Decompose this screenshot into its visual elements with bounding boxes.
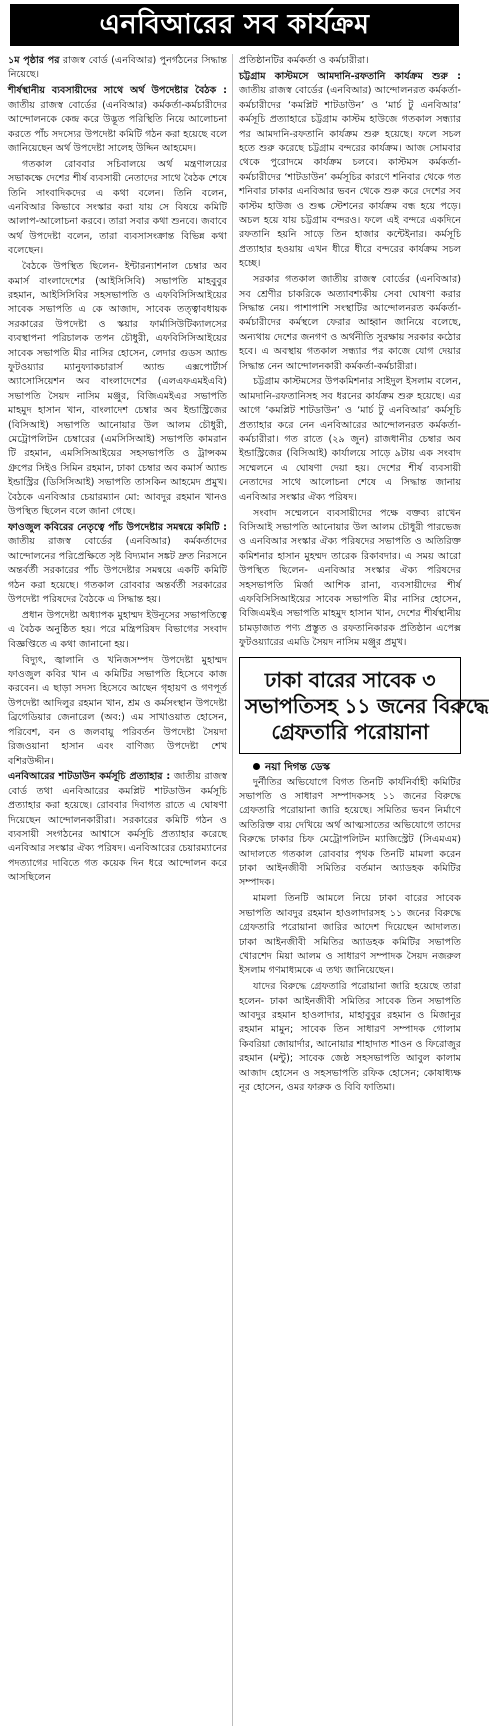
section-paragraph xyxy=(8,521,227,607)
subheading: এনবিআরের শাটডাউন কর্মসূচি প্রত্যাহার : xyxy=(8,771,171,783)
paragraph: প্রধান উপদেষ্টা অধ্যাপক মুহাম্মদ ইউনূসের সভাপতিত্বে এ বৈঠক অনুষ্ঠিত হয়। পরে মন্ত্রিপরিষদ বিভাগের সংবাদ বিজ্ঞপ্তিতে এ কথা জানানো হয়। xyxy=(8,609,227,650)
column-divider xyxy=(232,54,233,1726)
article-continuation xyxy=(8,54,227,83)
headline-line: ঢাকা বারের সাবেক ৩ xyxy=(264,667,436,692)
paragraph: জাতীয় রাজস্ব বোর্ড তথা এনবিআরের কমপ্লিট শাটডাউন কর্মসূচি প্রত্যাহার করা হয়েছে। রোববার দিবাগত রাতে এ ঘোষণা দিয়েছেন আন্দোলনকারীরা। সরকারের কমিটি গঠন ও ব্যবসায়ী সংগঠনের আশ্বাসে কর্মসূচি প্রত্যাহার করেছে এনবিআর সংস্কার ঐক্য পরিষদ। এনবিআরের চেয়ারম্যানের পদত্যাগের দাবিতে গত কয়েক দিন ধরে আন্দোলন করে আসছিলেন xyxy=(8,771,228,884)
continued-from-label: ১ম পৃষ্ঠার পর xyxy=(8,55,60,66)
paragraph: সরকার গতকাল জাতীয় রাজস্ব বোর্ডের (এনবিআর) সব শ্রেণীর চাকরিকে অত্যাবশ্যকীয় সেবা ঘোষণা করার সিদ্ধান্ত নেয়। পাশাপাশি সংস্থাটির আন্দোলনরত কর্মকর্তা-কর্মচারীদের কর্মস্থলে ফেরার আহ্বান জানিয়ে বলেছে, অন্যথায় দেশের জনগণ ও অর্থনীতি সুরক্ষায় সরকার কঠোর হবে। এ অবস্থায় গতকাল সন্ধ্যার পর কাজে যোগ দেয়ার সিদ্ধান্ত নেন আন্দোলনকারী কর্মকর্তা-কর্মচারীরা। xyxy=(239,274,461,372)
section-paragraph xyxy=(8,770,227,885)
byline-text: নয়া দিগন্ত ডেস্ক xyxy=(265,760,330,773)
bullet-icon xyxy=(253,763,260,770)
paragraph: বিদ্যুৎ, জ্বালানি ও খনিজসম্পদ উপদেষ্টা মুহাম্মদ ফাওজুল কবির খান এ কমিটির সভাপতি হিসেবে কাজ করবেন। এ ছাড়া সদস্য হিসেবে আছেন গৃহায়ণ ও গণপূর্ত উপদেষ্টা আদিলুর রহমান খান, শ্রম ও কর্মসংস্থান উপদেষ্টা ব্রিগেডিয়ার জেনারেল (অব:) এম সাখাওয়াত হোসেন, পরিবেশ, বন ও জলবায়ু পরিবর্তন উপদেষ্টা সৈয়দা রিজওয়ানা হাসান এবং বাণিজ্য উপদেষ্টা শেখ বশিরউদ্দীন। xyxy=(8,654,227,767)
paragraph: সংবাদ সম্মেলনে ব্যবসায়ীদের পক্ষে বক্তব্য রাখেন বিসিআই সভাপতি আনোয়ার উল আলম চৌধুরী পারভেজ ও এনবিআর সংস্কার ঐক্য পরিষদের সভাপতি ও অতিরিক্ত কমিশনার হাসান মুহম্মদ তারেক রিকাবদার। এ সময় আরো উপস্থিত ছিলেন- এনবিআর সংস্কার ঐক্য পরিষদের সহসভাপতি মির্জা আশিক রানা, ব্যবসায়ীদের শীর্ষ এফবিসিসিআইয়ের সাবেক সভাপতি মীর নাসির হোসেন, বিজিএমইএ সভাপতি মাহমুদ হাসান খান, দেশের শীর্ষস্থানীয় চামড়াজাত পণ্য প্রস্তুত ও রফতানিকারক প্রতিষ্ঠান এপেক্স ফুটওয়্যারের এমডি সৈয়দ নাসিম মঞ্জুর প্রমুখ। xyxy=(239,507,461,649)
byline xyxy=(239,760,461,774)
section-paragraph xyxy=(8,84,227,156)
headline-line: গ্রেফতারি পরোয়ানা xyxy=(271,719,429,744)
article-headline-box xyxy=(239,657,489,754)
subheading: চট্টগ্রাম কাস্টমসে আমদানি-রফতানি কার্যক্রম শুরু : xyxy=(239,70,461,82)
paragraph: চট্টগ্রাম কাস্টমসের উপকমিশনার সাইদুল ইসলাম বলেন, আমদানি-রফতানিসহ সব ধরনের কার্যক্রম শুরু হয়েছে। এর আগে ‘কমপ্লিট শাটডাউন’ ও ‘মার্চ টু এনবিআর’ কর্মসূচি প্রত্যাহার করে নেন এনবিআরের আন্দোলনরত কর্মকর্তা-কর্মচারীরা। গত রাতে (২৯ জুন) রাজধানীর চেম্বার অব ইন্ডাস্ট্রিজের (বিসিআই) কার্যালয়ে সাড়ে ৯টায় এক সংবাদ সম্মেলনে এ ঘোষণা দেয়া হয়। দেশের শীর্ষ ব্যবসায়ী নেতাদের সাথে আলোচনা শেষে এ সিদ্ধান্ত জানায় এনবিআর সংস্কার ঐক্য পরিষদ। xyxy=(239,376,461,503)
paragraph: জাতীয় রাজস্ব বোর্ডের (এনবিআর) আন্দোলনরত কর্মকর্তা-কর্মচারীদের ‘কমপ্লিট শাটডাউন’ ও ‘মার্চ টু এনবিআর’ কর্মসূচি প্রত্যাহারে চট্টগ্রাম কাস্টম হাউজে গতকাল সন্ধ্যার পর আমদানি-রফতানি কার্যক্রম শুরু হয়েছে। ফলে সচল হতে শুরু করেছে চট্টগ্রাম বন্দরের কার্যক্রম। আজ সোমবার থেকে পুরোদমে কার্যক্রম চলবে। কাস্টমস কর্মকর্তা-কর্মচারীদের ‘শাটডাউন’ কর্মসূচির কারণে শনিবার থেকে গত শনিবার ঢাকার এনবিআর ভবন থেকে শুরু করে দেশের সব কাস্টম হাউজ ও শুল্ক স্টেশনের কার্যক্রম বন্ধ হয়ে পড়ে। অচল হয়ে যায় চট্টগ্রাম বন্দরও। ফলে এই বন্দরে একদিনে রফতানি হয়নি সাড়ে তিন হাজার কন্টেইনার। কর্মসূচি প্রত্যাহার হওয়ায় এখন ধীরে ধীরে বন্দরের কার্যক্রম সচল হচ্ছে। xyxy=(239,85,461,270)
paragraph: জাতীয় রাজস্ব বোর্ডের (এনবিআর) কর্মকর্তাদের আন্দোলনের পরিপ্রেক্ষিতে সৃষ্ট বিদ্যমান সঙ্কট দ্রুত নিরসনে অন্তর্বর্তী সরকারের পাঁচ উপদেষ্টার সমন্বয়ে একটি কমিটি গঠন করা হয়েছে। গতকাল রোববার অন্তর্বর্তী সরকারের উপদেষ্টা পরিষদের বৈঠকে এ সিদ্ধান্ত হয়। xyxy=(8,536,227,606)
right-column xyxy=(239,54,489,1726)
headline-line: সভাপতিসহ ১১ জনের বিরুদ্ধে xyxy=(245,693,489,718)
page-headline: এনবিআরের সব কার্যক্রম xyxy=(10,4,459,46)
paragraph: প্রতিষ্ঠানটির কর্মকর্তা ও কর্মচারীরা। xyxy=(239,55,369,66)
paragraph: জাতীয় রাজস্ব বোর্ডের (এনবিআর) কর্মকর্তা-কর্মচারীদের আন্দোলনকে কেন্দ্র করে উদ্ভূত পরিস্থিতি নিয়ে আলোচনা করতে পাঁচ সদস্যের উপদেষ্টা কমিটি গঠন করা হয়েছে বলে জানিয়েছেন অর্থ উপদেষ্টা সালেহ উদ্দিন আহমেদ। xyxy=(8,99,227,154)
paragraph: বৈঠকে উপস্থিত ছিলেন- ইন্টারন্যাশনাল চেম্বার অব কমার্স বাংলাদেশের (আইসিসিবি) সভাপতি মাহবুবুর রহমান, আইসিসিবির সহসভাপতি ও এফবিসিসিআইয়ের সাবেক সভাপতি এ কে আজাদ, সাবেক তত্ত্বাবধায়ক সরকারের উপদেষ্টা ও স্কয়ার ফার্মাসিউটিক্যালসের ব্যবস্থাপনা পরিচালক তপন চৌধুরী, এফবিসিসিআইয়ের সাবেক সভাপতি মীর নাসির হোসেন, লেদার গুডস অ্যান্ড ফুটওয়্যার ম্যানুফ্যাকচারার্স অ্যান্ড এক্সপোর্টার্স অ্যাসোসিয়েশন অব বাংলাদেশের (এলএফএমইএবি) সভাপতি সৈয়দ নাসিম মঞ্জুর, বিজিএমইএর সভাপতি মাহমুদ হাসান খান, বাংলাদেশ চেম্বার অব ইন্ডাস্ট্রিজের (বিসিআই) সভাপতি আনোয়ার উল আলম চৌধুরী, মেট্রোপলিটন চেম্বারের (এমসিসিআই) সভাপতি কামরান টি রহমান, এমসিসিআইয়ের সহসভাপতি ও ট্রান্সকম গ্রুপের সিইও সিমিন রহমান, ঢাকা চেম্বার অব কমার্স অ্যান্ড ইন্ডাস্ট্রির (ডিসিসিআই) সভাপতি তাসকিন আহমেদ প্রমুখ। বৈঠকে এনবিআর চেয়ারম্যান মো: আবদুর রহমান খানও উপস্থিত ছিলেন বলে জানা গেছে। xyxy=(8,261,227,518)
subheading: শীর্ষস্থানীয় ব্যবসায়ীদের সাথে অর্থ উপদেষ্টার বৈঠক : xyxy=(8,85,227,97)
paragraph: মামলা তিনটি আমলে নিয়ে ঢাকা বারের সাবেক সভাপতি আবদুর রহমান হাওলাদারসহ ১১ জনের বিরুদ্ধে গ্রেফতারি পরোয়ানা জারির আদেশ দিয়েছেন আদালত। ঢাকা আইনজীবী সমিতির অ্যাডহক কমিটির সভাপতি খোরশেদ মিয়া আলম ও সাধারণ সম্পাদক সৈয়দ নজরুল ইসলাম গণমাধ্যমকে এ তথ্য জানিয়েছেন। xyxy=(239,893,461,977)
paragraph: দুর্নীতির অভিযোগে বিগত তিনটি কার্যনির্বাহী কমিটির সভাপতি ও সাধারণ সম্পাদকসহ ১১ জনের বিরুদ্ধে গ্রেফতারি পরোয়ানা জারি হয়েছে। সমিতির ভবন নির্মাণে অতিরিক্ত ব্যয় দেখিয়ে অর্থ আত্মসাতের অভিযোগে তাদের বিরুদ্ধে ঢাকার চিফ মেট্রোপলিটন ম্যাজিস্ট্রেট (সিএমএম) আদালতে গতকাল রোববার পৃথক তিনটি মামলা করেন ঢাকা আইনজীবী সমিতির বর্তমান অ্যাডহক কমিটির সম্পাদক। xyxy=(239,776,461,889)
paragraph: রাজস্ব বোর্ড (এনবিআর) পুনর্গঠনের সিদ্ধান্ত নিয়েছে। xyxy=(8,55,227,81)
paragraph: গতকাল রোববার সচিবালয়ে অর্থ মন্ত্রণালয়ের সভাকক্ষে দেশের শীর্ষ ব্যবসায়ী নেতাদের সাথে বৈঠক শেষে তিনি সাংবাদিকদের এ কথা বলেন। তিনি বলেন, এনবিআর কিভাবে সংস্কার করা যায় সে বিষয়ে কমিটি আলাপ-আলোচনা করবে। তারা সবার কথা শুনবে। জবাবে অর্থ উপদেষ্টা বলেন, তারা ব্যবসাসংক্রান্ত বিভিন্ন কথা বলেছেন। xyxy=(8,158,227,257)
left-column xyxy=(8,54,227,1726)
subheading: ফাওজুল কবিরের নেতৃত্বে পাঁচ উপদেষ্টার সমন্বয়ে কমিটি : xyxy=(8,522,227,533)
paragraph: যাদের বিরুদ্ধে গ্রেফতারি পরোয়ানা জারি হয়েছে তারা হলেন- ঢাকা আইনজীবী সমিতির সাবেক তিন সভাপতি আবদুর রহমান হাওলাদার, মাহাবুবুর রহমান ও মিজানুর রহমান মামুন; সাবেক তিন সাধারণ সম্পাদক গোলাম কিবরিয়া জোয়ার্দার, আনোয়ার শাহাদাত শাওন ও ফিরোজুর রহমান (মন্টু); সাবেক জেষ্ঠ সহসভাপতি আবুল কালাম আজাদ হোসেন ও সহসভাপতি রফিক হোসেন; কোষাধ্যক্ষ নূর হোসেন, ওমর ফারুক ও বিবি ফাতিমা। xyxy=(239,981,461,1094)
section-paragraph xyxy=(239,70,461,272)
